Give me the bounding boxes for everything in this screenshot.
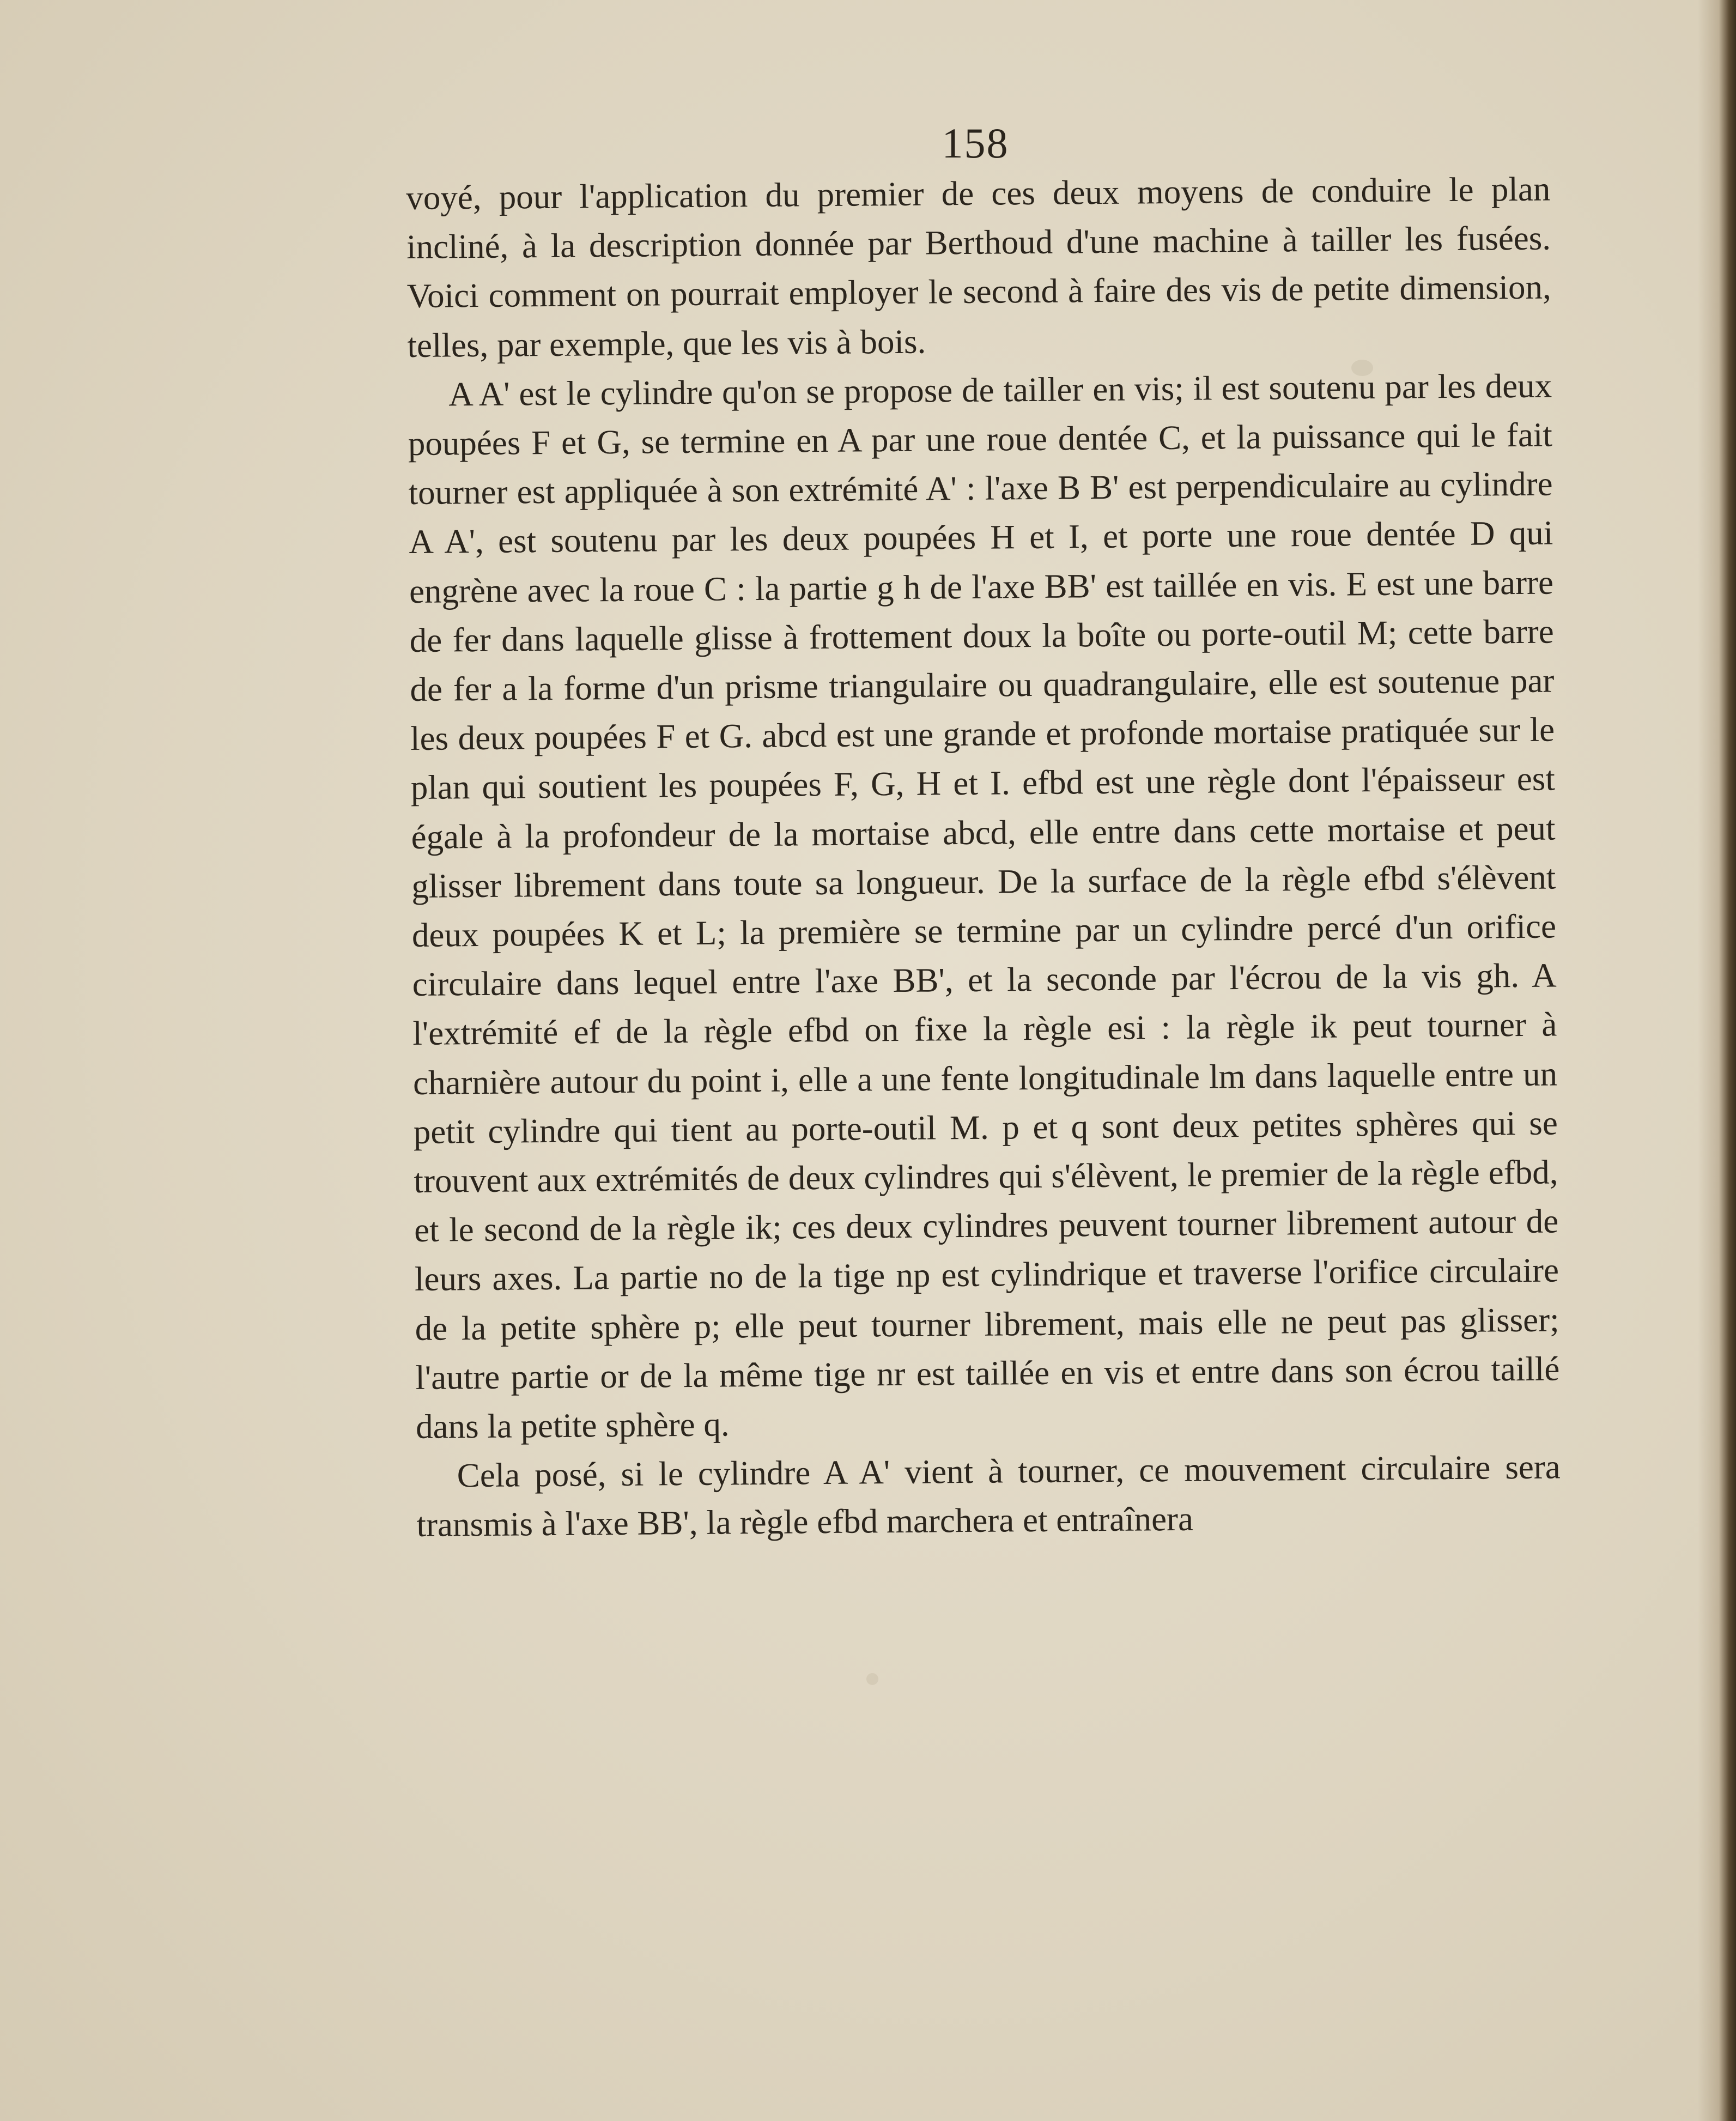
body-text (406, 165, 1561, 1550)
binding-edge (1698, 0, 1736, 2121)
paragraph: A A' est le cylindre qu'on se propose de tailler en vis; il est soutenu par les deux poupées F et G, se termine en A par une roue dentée C, et la puissance qui le fait tourner est appliquée à son extrémité A' : l'axe B B' est perpendiculaire au cylindre A A', est soutenu par les deux poupées H et I, et porte une roue dentée D qui engrène avec la roue C : la partie g h de l'axe BB' est taillée en vis. E est une barre de fer dans laquelle glisse à frottement doux la boîte ou porte-outil M; cette barre de fer a la forme d'un prisme triangulaire ou quadrangulaire, elle est soutenue par les deux poupées F et G. abcd est une grande et profonde mortaise pratiquée sur le plan qui soutient les poupées F, G, H et I. efbd est une règle dont l'épaisseur est égale à la profondeur de la mortaise abcd, elle entre dans cette mortaise et peut glisser librement dans toute sa longueur. De la surface de la règle efbd s'élèvent deux poupées K et L; la première se termine par un cylindre percé d'un orifice circulaire dans lequel entre l'axe BB', et la seconde par l'écrou de la vis gh. A l'extrémité ef de la règle efbd on fixe la règle esi : la règle ik peut tourner à charnière autour du point i, elle a une fente longitudinale lm dans laquelle entre un petit cylindre qui tient au porte-outil M. p et q sont deux petites sphères qui se trouvent aux extrémités de deux cylindres qui s'élèvent, le premier de la règle efbd, et le second de la règle ik; ces deux cylindres peuvent tourner librement autour de leurs axes. La partie no de la tige np est cylindrique et traverse l'orifice circulaire de la petite sphère p; elle peut tourner librement, mais elle ne peut pas glisser; l'autre partie or de la même tige nr est taillée en vis et entre dans son écrou taillé dans la petite sphère q. (408, 366, 1560, 1446)
paragraph: voyé, pour l'application du premier de ces deux moyens de conduire le plan incliné, à la description donnée par Berthoud d'une machine à tailler les fusées. Voici comment on pourrait employer le second à faire des vis de petite dimension, telles, par exemple, que les vis à bois. (406, 169, 1551, 365)
page-number: 158 (942, 119, 1009, 167)
paper-stain (866, 1673, 878, 1685)
paragraph: Cela posé, si le cylindre A A' vient à tourner, ce mouvement circulaire sera transmis à l'axe BB', la règle efbd marchera et entraînera (416, 1447, 1561, 1544)
